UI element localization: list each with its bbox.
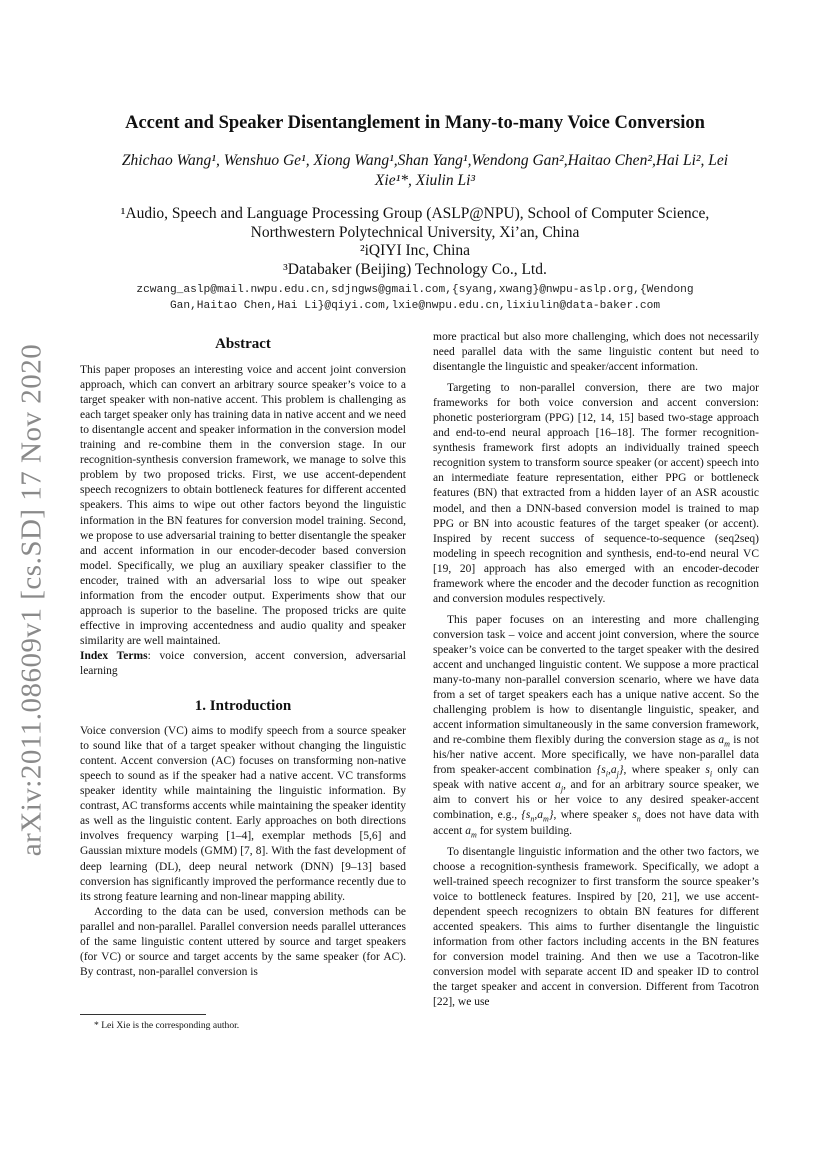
footnote: * Lei Xie is the corresponding author. — [94, 1020, 240, 1031]
email-line-2: Gan,Haitao Chen,Hai Li}@qiyi.com,lxie@nwpu.edu.cn,lixiulin@data-baker.com — [169, 299, 661, 312]
intro-paragraph-1: Voice conversion (VC) aims to modify speech from a source speaker to sound like that of a target speaker without changing the linguistic content. Accent conversion (AC) focuses on transforming non-native speech to sound as if the speaker had a native accent. VC transforms speaker identity while maintaining the linguistic information. By contrast, AC transforms accents while maintaining the speaker identity as well as the linguistic content. Early approaches on both directions involves frequency warping [1–4], exemplar methods [5,6] and Gaussian mixture models (GMM) [7, 8]. With the fast development of deep learning (DL), deep neural network (DNN) [9–13] based conversion has significantly improved the performance recently due to its strong feature learning and non-linear mapping ability. — [80, 725, 406, 903]
email-line-1: zcwang_aslp@mail.nwpu.edu.cn,sdjngws@gmail.com,{syang,xwang}@nwpu-aslp.org,{Wendong — [136, 284, 694, 296]
affiliations — [70, 205, 760, 279]
p2-text-h: for system building. — [476, 824, 573, 837]
p2-text-g: does not have data with accent — [433, 809, 759, 837]
author-emails — [95, 283, 735, 314]
math-a-j: $a_j$ — [555, 779, 564, 794]
paper-title: Accent and Speaker Disentanglement in Many-to-many Voice Conversion — [125, 113, 705, 133]
author-line-1: Zhichao Wang¹, Wenshuo Ge¹, Xiong Wang¹,Shan Yang¹,Wendong Gan²,Haitao Chen²,Hai Li², Lei — [121, 152, 729, 169]
index-terms-label: Index Terms — [80, 649, 148, 662]
right-paragraph-0: more practical but also more challenging, which does not necessarily need parallel data with the same linguistic content but need to disentangle the linguistic and speaker/accent information. — [433, 331, 759, 374]
index-terms — [80, 649, 406, 679]
affiliation-3: ³Databaker (Beijing) Technology Co., Ltd. — [283, 260, 547, 278]
affiliation-1-cont: Northwestern Polytechnical University, Xi’an, China — [250, 223, 580, 241]
p2-text-f: , where speaker — [553, 809, 633, 822]
arxiv-identifier[interactable]: arXiv:2011.08609v1 [cs.SD] 17 Nov 2020 — [15, 343, 48, 857]
abstract-heading: Abstract — [215, 336, 271, 352]
math-s-n: $s_n$ — [632, 809, 641, 824]
left-column — [80, 337, 406, 980]
abstract-body: This paper proposes an interesting voice and accent joint conversion approach, which can convert an arbitrary source speaker’s voice to a target speaker with non-native accent. This problem is challenging as each target speaker only has training data in native accent and we need to disentangle accent and speaker information in the conversion model training and re-combine them in the conversion stage. In our recognition-synthesis conversion framework, we manage to solve this problem by two proposed tricks. First, we use accent-dependent speech recognizers to obtain bottleneck features for different accented speakers. This aims to wipe out other factors beyond the linguistic information in the BN features for conversion model training. Second, we propose to use adversarial training to better disentangle the speaker and accent information in our encoder-decoder based conversion model. Specifically, we plug an auxiliary speaker classifier to the encoder, trained with an adversarial loss to wipe out speaker information from the encoder output. Experiments show that our approach is superior to the baseline. The proposed tricks are quite effective in improving accentedness and audio quality and speaker similarity are well maintained. — [80, 364, 406, 647]
right-paragraph-3: To disentangle linguistic information and the other two factors, we choose a recognition-synthesis framework. Specifically, we adopt a well-trained speech recognizer to first transform the source speaker’s voice to bottleneck features. Inspired by [20, 21], we use accent-dependent speech recognizers to obtain BN features for different accented speakers. This aims to further disentangle the linguistic information from other factors including accents in the BN features for conversion model training. And then we use a Tacotron-like conversion model with separate accent ID and speaker ID to control the target speaker and accent in conversion. Different from Tacotron [22], we use — [433, 845, 759, 1009]
right-paragraph-1: Targeting to non-parallel conversion, there are two major frameworks for both voice conversion and accent conversion: phonetic posteriorgram (PPG) [12, 14, 15] based two-stage approach and end-to-end neural approach [16–18]. The former recognition-synthesis framework first adopts an individually trained speech recognition system to transform source speaker (or accent) speech into an intermediate feature representation, either PPG or bottleneck features (BN) that extracted from a hidden layer of an ASR acoustic model, and then a DNN-based conversion model is trained to map PPG or BN into acoustic features of the target speaker (or accent). Inspired by recent success of sequence-to-sequence (seq2seq) modeling in speech recognition and synthesis, end-to-end neural VC [19, 20] approach has also emerged with an encoder-decoder framework where the encoder and the decoder function as recognition and conversion modules respectively. — [433, 382, 759, 605]
intro-paragraph-2: According to the data can be used, conversion methods can be parallel and non-parallel. Parallel conversion needs parallel utterances of the same linguistic content uttered by source and target speakers (for VC) or source and target accents by the same speaker (for AC). By contrast, non-parallel conversion is — [80, 905, 406, 978]
p2-text-a: This paper focuses on an interesting and more challenging conversion task – voice and accent joint conversion, where the source speaker’s voice can be converted to the target speaker with the desired accent and unchanged linguistic content. We suppose a more practical many-to-many non-parallel conversion scenario, where we have data from a set of target speakers each has a unique native accent. So the challenging problem is how to disentangle linguistic, speaker, and accent information simultaneously in the same conversion framework, and re-combine them flexibly during the conversion stage as — [433, 613, 759, 747]
footnote-divider — [80, 1014, 206, 1015]
affiliation-2: ²iQIYI Inc, China — [359, 242, 471, 259]
p2-text-b: is not his/her native accent. More specifically, we have non-parallel data from speaker-accent combination — [433, 734, 759, 777]
author-list — [95, 151, 755, 191]
math-set-sn-am: $\{s_n,a_m\}$ — [521, 809, 554, 824]
author-line-2: Xie¹*, Xiulin Li³ — [374, 172, 476, 189]
math-a-m: $a_m$ — [718, 734, 730, 749]
index-terms-text: : voice conversion, accent conversion, adversarial learning — [80, 649, 406, 677]
introduction-heading: 1. Introduction — [194, 698, 292, 715]
p2-text-c: , where speaker — [623, 764, 706, 777]
affiliation-1: ¹Audio, Speech and Language Processing Group (ASLP@NPU), School of Computer Science, — [120, 205, 710, 222]
math-set-si-aj: $\{s_i,a_j\}$ — [596, 764, 624, 779]
right-column — [433, 330, 759, 1010]
math-a-m-2: $a_m$ — [465, 824, 477, 839]
math-s-i: $s_i$ — [705, 764, 713, 779]
p2-text-e: , and for an arbitrary source speaker, we aim to convert his or her voice to any desired speaker-accent combination, e.g., — [433, 779, 759, 822]
right-paragraph-2 — [433, 613, 759, 839]
p2-text-d: only can speak with native accent — [433, 764, 759, 792]
